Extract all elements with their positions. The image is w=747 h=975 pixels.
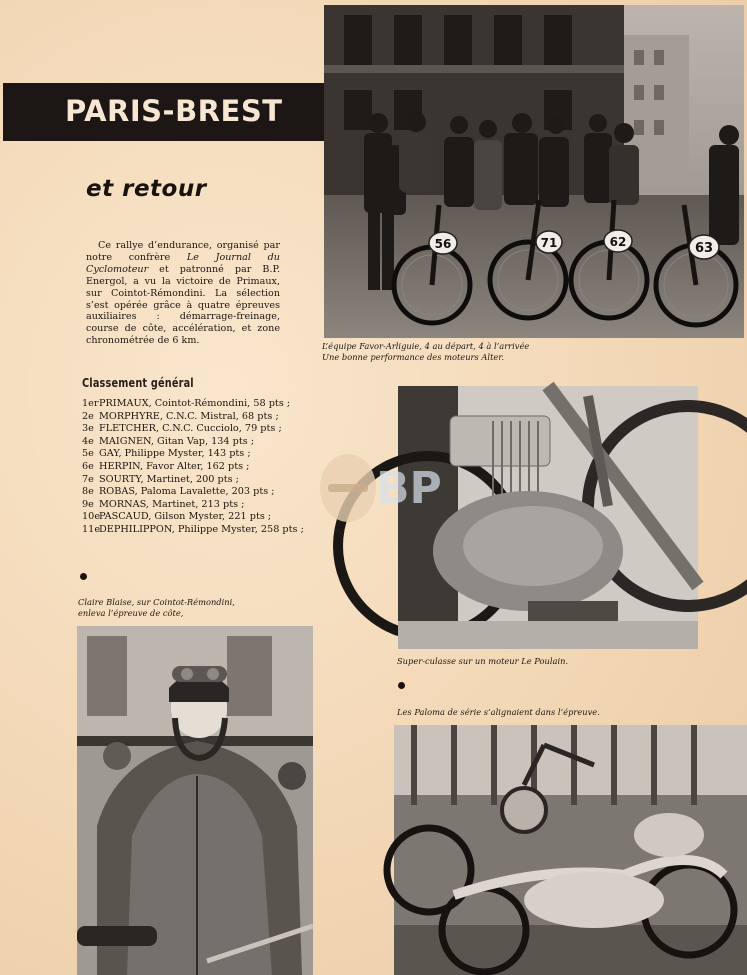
watermark-portrait bbox=[316, 448, 442, 528]
classement-entry: PRIMAUX, Cointot-Rémondini, 58 pts ; bbox=[99, 398, 291, 409]
team-photo bbox=[324, 5, 744, 338]
classement-row bbox=[82, 499, 304, 512]
classement-entry: PASCAUD, Gilson Myster, 221 pts ; bbox=[99, 511, 272, 523]
classement-rank: 1er bbox=[82, 398, 99, 409]
classement-rank: 10e bbox=[82, 511, 101, 523]
article-subtitle: et retour bbox=[86, 176, 207, 202]
classement-rank: 4e bbox=[82, 435, 94, 447]
plate-56: 56 bbox=[434, 237, 452, 251]
classement-rank: 6e bbox=[82, 460, 94, 472]
classement-row bbox=[82, 511, 304, 524]
intro-journal-name: Le Journal du Cyclomoteur bbox=[86, 251, 280, 275]
engine-photo bbox=[398, 386, 698, 649]
classement-row bbox=[82, 448, 304, 461]
claire-caption-line-2: enleva l’épreuve de côte, bbox=[78, 607, 184, 618]
classement-heading: Classement général bbox=[82, 376, 194, 390]
classement-entry: FLETCHER, C.N.C. Cucciolo, 79 pts ; bbox=[99, 423, 282, 435]
team-caption bbox=[322, 341, 529, 362]
bullet-dot bbox=[80, 573, 87, 580]
classement-entry: SOURTY, Martinet, 200 pts ; bbox=[99, 473, 239, 485]
svg-text:BP: BP bbox=[376, 463, 442, 514]
classement-row bbox=[82, 411, 304, 424]
classement-entry: MAIGNEN, Gitan Vap, 134 pts ; bbox=[99, 435, 255, 447]
engine-caption: Super-culasse sur un moteur Le Poulain. bbox=[397, 656, 569, 666]
classement-row bbox=[82, 486, 304, 499]
classement-entry: ROBAS, Paloma Lavalette, 203 pts ; bbox=[99, 486, 275, 498]
classement-rank: 11e bbox=[82, 523, 101, 535]
paloma-caption: Les Paloma de série s’alignaient dans l’épreuve. bbox=[397, 707, 600, 717]
classement-rank: 5e bbox=[82, 448, 94, 460]
article-title: PARIS-BREST bbox=[65, 94, 283, 128]
claire-caption bbox=[78, 597, 235, 618]
classement-entry: MORNAS, Martinet, 213 pts ; bbox=[99, 498, 245, 510]
classement-row bbox=[82, 461, 304, 474]
classement-list bbox=[82, 398, 304, 537]
title-banner bbox=[3, 83, 333, 141]
classement-rank: 3e bbox=[82, 423, 94, 435]
classement-entry: MORPHYRE, C.N.C. Mistral, 68 pts ; bbox=[99, 410, 279, 422]
classement-row bbox=[82, 423, 304, 436]
intro-paragraph bbox=[86, 240, 280, 347]
classement-row bbox=[82, 398, 304, 411]
team-caption-line-2: Une bonne performance des moteurs Alter. bbox=[322, 351, 505, 362]
classement-entry: GAY, Philippe Myster, 143 pts ; bbox=[99, 448, 251, 460]
classement-entry: HERPIN, Favor Alter, 162 pts ; bbox=[99, 460, 250, 472]
plate-71: 71 bbox=[540, 236, 558, 250]
classement-row bbox=[82, 474, 304, 487]
plate-62: 62 bbox=[609, 235, 627, 249]
classement-rank: 7e bbox=[82, 473, 94, 485]
classement-rank: 9e bbox=[82, 498, 94, 510]
bullet-dot bbox=[398, 682, 405, 689]
intro-text-1: Ce rallye d’endurance, organisé par notre confrère bbox=[86, 240, 280, 263]
plate-63: 63 bbox=[694, 241, 714, 256]
intro-text-2: et patronné par B.P. Energol, a vu la victoire de Primaux, sur Cointot-Rémondini. La sélection s’est opérée grâce à quatre épreuves auxiliaires : démarrage-freinage, course de côte, accélération, et zone chronométrée de 6 km. bbox=[86, 263, 280, 347]
claire-photo bbox=[77, 626, 313, 975]
classement-row bbox=[82, 436, 304, 449]
claire-caption-line-1: Claire Blaise, sur Cointot-Rémondini, bbox=[78, 597, 235, 607]
team-caption-line-1: L’équipe Favor-Arliguie, 4 au départ, 4 à l’arrivée bbox=[322, 341, 530, 351]
classement-rank: 8e bbox=[82, 486, 94, 498]
paloma-photo bbox=[394, 725, 747, 975]
classement-row bbox=[82, 524, 304, 537]
classement-rank: 2e bbox=[82, 410, 94, 422]
classement-entry: DEPHILIPPON, Philippe Myster, 258 pts ; bbox=[99, 523, 304, 535]
